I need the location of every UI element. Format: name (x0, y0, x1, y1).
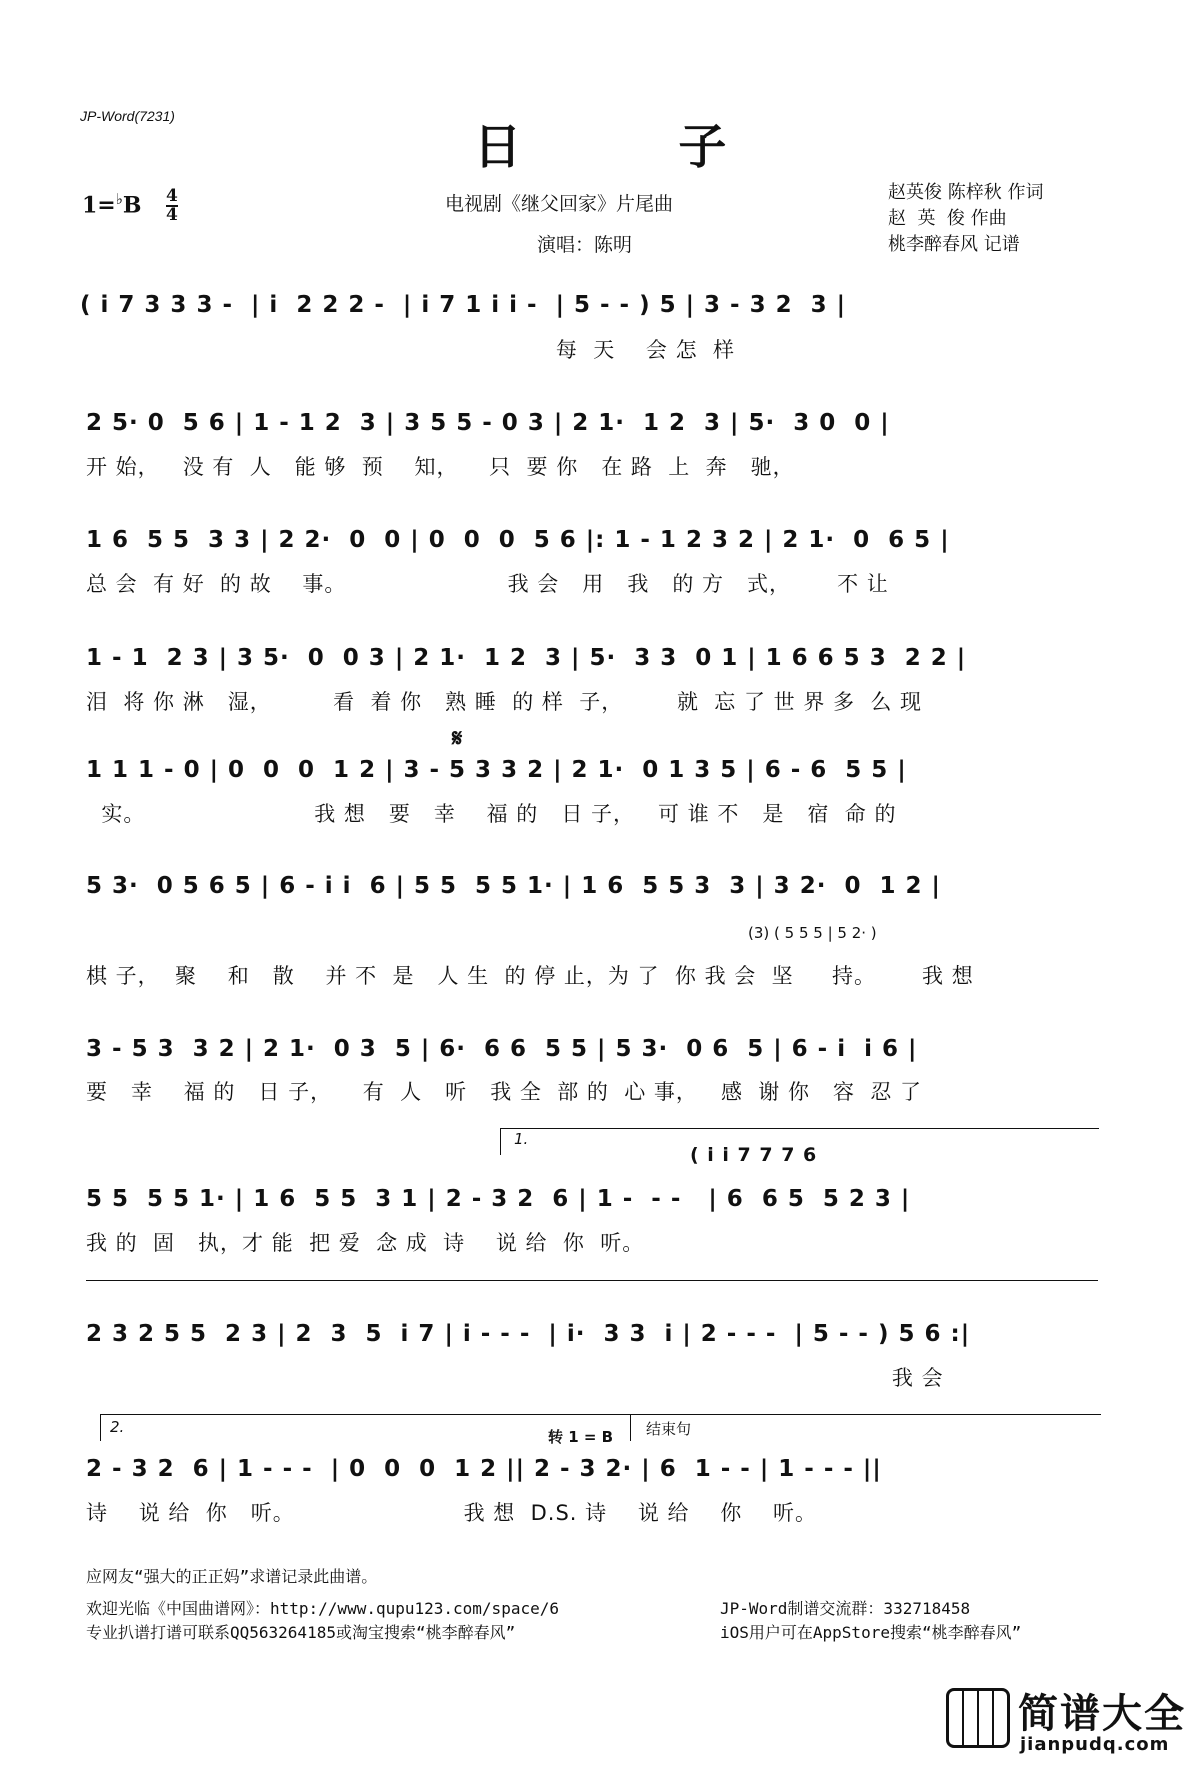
site-logo (946, 1682, 1186, 1756)
welcome-note: 欢迎光临《中国曲谱网》：http://www.qupu123.com/space/6 (86, 1599, 559, 1618)
song-title: 日 子 (473, 119, 797, 175)
score-line-3-lyrics: 总 会 有 好 的 故 事。 我 会 用 我 的 方 式， 不 让 (86, 572, 889, 596)
score-line-10-lyrics: 诗 说 给 你 听。 我 想 D.S. 诗 说 给 你 听。 (86, 1501, 817, 1525)
time-signature: 4 4 (166, 186, 178, 225)
subtitle: 电视剧《继父回家》片尾曲 (445, 193, 674, 215)
score-line-7-notes: 3 - 5 3 3 2 | 2 1· 0 3 5 | 6· 6 6 5 5 | 5 3· 0 6 5 | 6 - i i 6 | (86, 1036, 918, 1062)
score-line-2-notes: 2 5· 0 5 6 | 1 - 1 2 3 | 3 5 5 - 0 3 | 2 1· 1 2 3 | 5· 3 0 0 | (86, 410, 890, 436)
score-line-8-lyrics: 我 的 固 执，才 能 把 爱 念 成 诗 说 给 你 听。 (86, 1231, 645, 1255)
alternate-verse-notes: (3) ( 5 5 5 | 5 2· ) (748, 924, 877, 942)
score-line-4-lyrics: 泪 将 你 淋 湿， 看 着 你 熟 睡 的 样 子， 就 忘 了 世 界 多 么 现 (86, 690, 923, 714)
credits (888, 180, 1043, 258)
logo-site: jianpudq.com (1020, 1734, 1170, 1755)
repeat-bracket-line (86, 1280, 1098, 1295)
ending-phrase-bracket (630, 1414, 1101, 1441)
contact-note: 专业扒谱打谱可联系QQ563264185或淘宝搜索“桃李醉春风” (86, 1623, 516, 1642)
ios-note: iOS用户可在AppStore搜索“桃李醉春风” (720, 1623, 1022, 1642)
logo-text: 简谱大全 (1018, 1691, 1186, 1737)
software-label: JP-Word(7231) (80, 108, 175, 124)
score-line-5-notes: 1 1 1 - 0 | 0 0 0 1 2 | 3 - 5 3 3 2 | 2 1· 0 1 3 5 | 6 - 6 5 5 | (86, 757, 907, 783)
ending-phrase-label: 结束句 (646, 1420, 692, 1438)
score-line-2-lyrics: 开 始， 没 有 人 能 够 预 知， 只 要 你 在 路 上 奔 驰， (86, 455, 795, 479)
score-line-8-notes: 5 5 5 5 1· | 1 6 5 5 3 1 | 2 - 3 2 6 | 1 - - - | 6 6 5 5 2 3 | (86, 1186, 911, 1212)
score-line-1-notes: ( i 7 3 3 3 - | i 2 2 2 - | i 7 1 i i - | 5 - - ) 5 | 3 - 3 2 3 | (80, 292, 847, 318)
score-line-5-lyrics: 实。 我 想 要 幸 福 的 日 子， 可 谁 不 是 宿 命 的 (86, 802, 897, 826)
piano-keys-icon (946, 1688, 1010, 1748)
segno-sign: 𝄋 (452, 724, 463, 752)
request-note: 应网友“强大的正正妈”求谱记录此曲谱。 (86, 1567, 378, 1586)
score-line-4-notes: 1 - 1 2 3 | 3 5· 0 0 3 | 2 1· 1 2 3 | 5· 3 3 0 1 | 1 6 6 5 3 2 2 | (86, 645, 967, 671)
group-note: JP-Word制谱交流群：332718458 (720, 1599, 971, 1618)
score-line-3-notes: 1 6 5 5 3 3 | 2 2· 0 0 | 0 0 0 5 6 |: 1 - 1 2 3 2 | 2 1· 0 6 5 | (86, 527, 950, 553)
score-line-1-lyrics: 每 天 会 怎 样 (80, 338, 735, 362)
score-line-6-lyrics: 棋 子， 聚 和 散 并 不 是 人 生 的 停 止，为 了 你 我 会 坚 持。 我 想 (86, 964, 974, 988)
score-line-9-lyrics: 我 会 (86, 1366, 944, 1390)
first-ending-label: 1. (514, 1130, 529, 1148)
score-line-7-lyrics: 要 幸 福 的 日 子， 有 人 听 我 全 部 的 心 事， 感 谢 你 容 忍 了 (86, 1080, 923, 1104)
modulation-marker: 转 1 = B (548, 1428, 614, 1446)
singer-credit: 演唱：陈明 (537, 234, 633, 256)
score-line-10-notes: 2 - 3 2 6 | 1 - - - | 0 0 0 1 2 || 2 - 3 2· | 6 1 - - | 1 - - - || (86, 1456, 882, 1482)
score-line-6-notes: 5 3· 0 5 6 5 | 6 - i i 6 | 5 5 5 5 1· | 1 6 5 5 3 3 | 3 2· 0 1 2 | (86, 873, 941, 899)
music-credit: 赵 英 俊 作曲 (888, 208, 1007, 229)
lyrics-credit: 赵英俊 陈梓秋 作词 (888, 182, 1044, 203)
key-signature: 1=♭B (82, 190, 142, 219)
score-line-9-notes: 2 3 2 5 5 2 3 | 2 3 5 i 7 | i - - - | i· 3 3 i | 2 - - - | 5 - - ) 5 6 :| (86, 1321, 971, 1347)
interlude-notes: ( i i 7 7 7 6 (690, 1144, 818, 1166)
second-ending-label: 2. (110, 1418, 125, 1436)
transcriber-credit: 桃李醉春风 记谱 (888, 234, 1020, 255)
